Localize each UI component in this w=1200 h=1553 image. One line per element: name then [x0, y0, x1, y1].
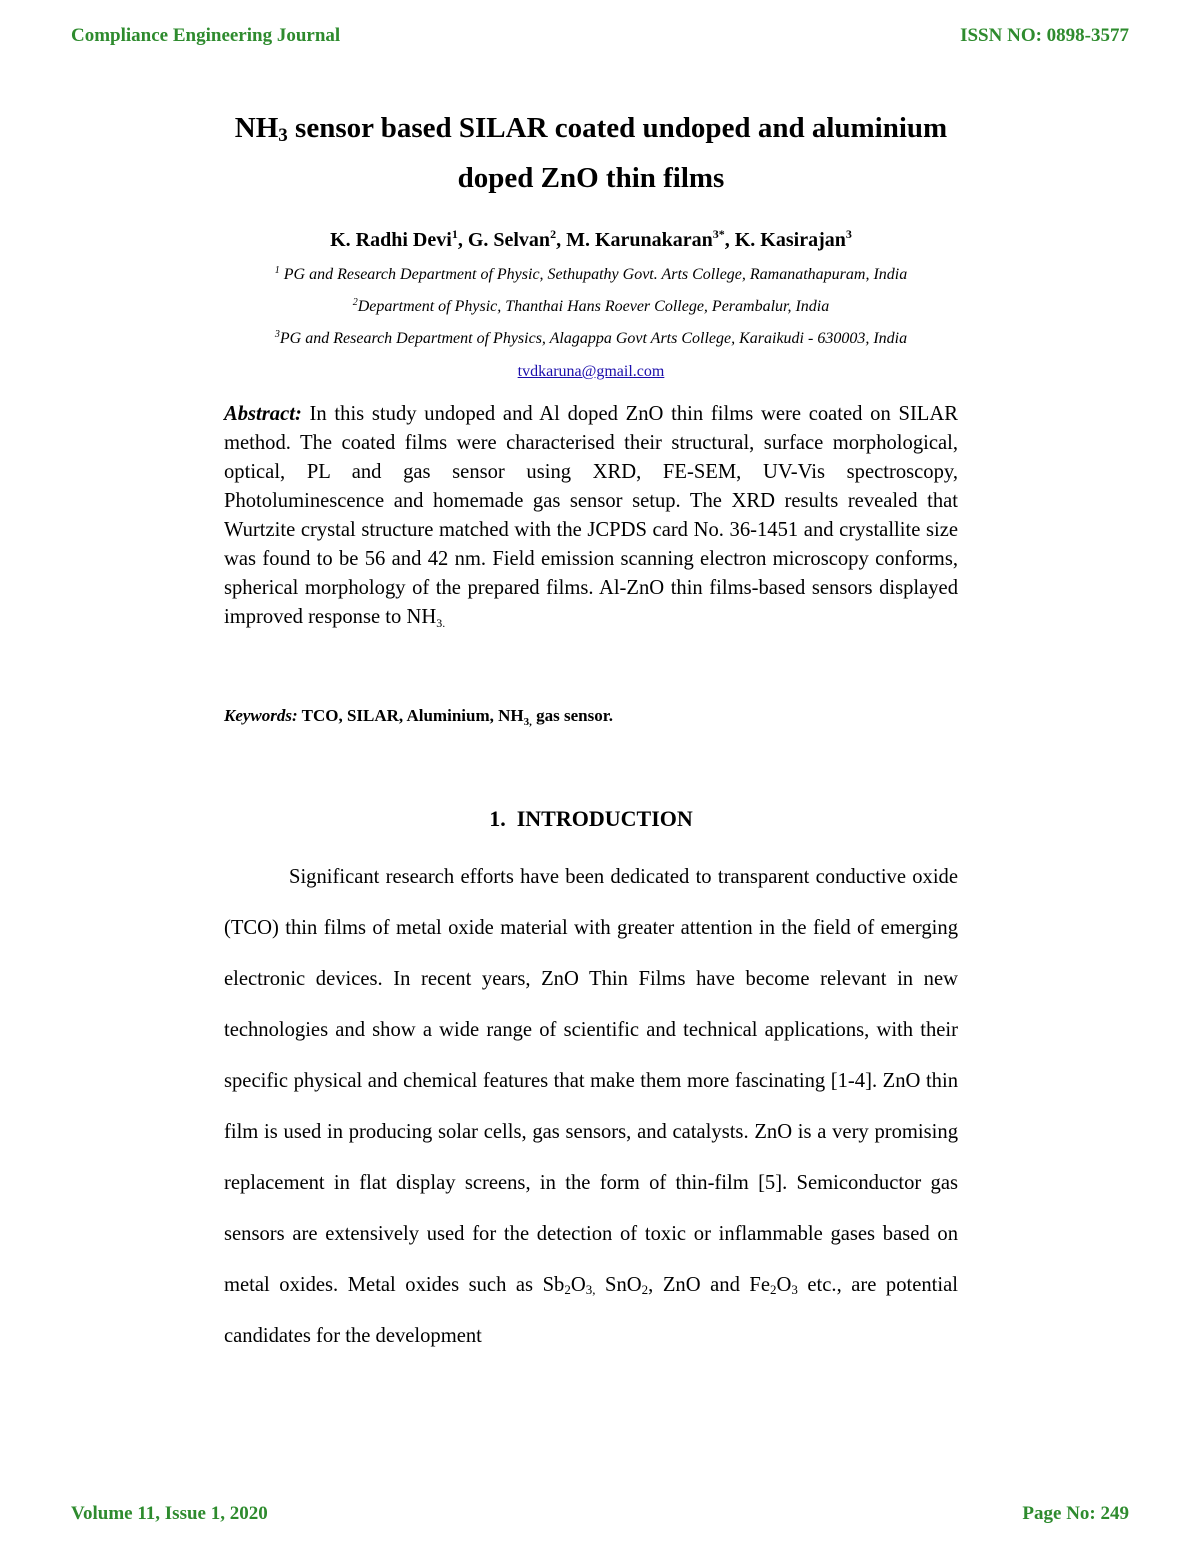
- title-line-2: doped ZnO thin films: [457, 162, 725, 194]
- journal-name: Compliance Engineering Journal: [71, 25, 341, 46]
- keywords-label: Keywords:: [224, 706, 298, 725]
- section-number: 1.: [489, 806, 506, 831]
- affiliation-2: $^2$Department of Physic, Thanthai Hans Roever College, Perambalur, India: [352, 297, 830, 315]
- title-line-1: $NH_3$ sensor based SILAR coated undoped and aluminium: [234, 112, 948, 146]
- volume-issue: Volume 11, Issue 1, 2020: [71, 1503, 268, 1524]
- author-affiliation-mark: 2: [550, 227, 557, 241]
- author-affiliation-mark: 3: [845, 227, 852, 241]
- author-name: K. Radhi Devi: [330, 229, 452, 251]
- author-affiliation-mark: 1: [451, 227, 458, 241]
- corresponding-email: [224, 361, 958, 383]
- keywords: Keywords: TCO, SILAR, Aluminium, $NH_{3,}$ gas sensor.: [224, 706, 613, 728]
- abstract-label: Abstract:: [224, 403, 302, 425]
- section-title: INTRODUCTION: [516, 806, 693, 831]
- introduction-paragraph: Significant research efforts have been dedicated to transparent conductive oxide (TCO) thin films of metal oxide material with greater attention in the field of emerging electronic devices. In recent years, ZnO Thin Films have become relevant in new technologies and show a wide range of scientific and technical applications, with their specific physical and chemical features that make them more fascinating [1-4]. ZnO thin film is used in producing solar cells, gas sensors, and catalysts. ZnO is a very promising replacement in flat display screens, in the form of thin-film [5]. Semiconductor gas sensors are extensively used for the detection of toxic or inflammable gases based on metal oxides. Metal oxides such as $Sb_2O_{3,}$ SnO$_2$, ZnO and $Fe_2O_3$ etc., are potential candidates for the development: [224, 866, 958, 1347]
- paper-title: [224, 103, 958, 203]
- page-number: Page No: 249: [1022, 1503, 1129, 1524]
- affiliation-1: $^1$ PG and Research Department of Physic, Sethupathy Govt. Arts College, Ramanathapuram, India: [274, 265, 908, 283]
- issn-number: ISSN NO: 0898-3577: [960, 25, 1129, 46]
- author-name: G. Selvan: [467, 229, 551, 251]
- email-link[interactable]: tvdkaruna@gmail.com: [517, 363, 665, 380]
- author-name: K. Kasirajan: [734, 229, 846, 251]
- abstract: Abstract: In this study undoped and Al doped ZnO thin films were coated on SILAR method. The coated films were characterised their structural, surface morphological, optical, PL and gas sensor using XRD, FE-SEM, UV-Vis spectroscopy, Photoluminescence and homemade gas sensor setup. The XRD results revealed that Wurtzite crystal structure matched with the JCPDS card No. 36-1451 and crystallite size was found to be 56 and 42 nm. Field emission scanning electron microscopy conforms, spherical morphology of the prepared films. Al-ZnO thin films-based sensors displayed improved response to $NH_{3.}$: [224, 403, 958, 630]
- affiliation-3: $^3$PG and Research Department of Physics, Alagappa Govt Arts College, Karaikudi - 630003, India: [274, 329, 908, 347]
- author-list: K. Radhi Devi$^1$, G. Selvan$^2$, M. Karunakaran$^{3*}$, K. Kasirajan$^3$: [330, 227, 852, 251]
- section-heading: [224, 804, 958, 834]
- abstract-text: In this study undoped and Al doped ZnO thin films were coated on SILAR method. The coated films were characterised their structural, surface morphological, optical, PL and gas sensor using XRD, FE-SEM, UV-Vis spectroscopy, Photoluminescence and homemade gas sensor setup. The XRD results revealed that Wurtzite crystal structure matched with the JCPDS card No. 36-1451 and crystallite size was found to be 56 and 42 nm. Field emission scanning electron microscopy conforms, spherical morphology of the prepared films. Al-ZnO thin films-based sensors displayed improved response to NH: [224, 403, 958, 628]
- author-affiliation-mark: 3*: [712, 227, 725, 241]
- author-name: M. Karunakaran: [566, 229, 713, 251]
